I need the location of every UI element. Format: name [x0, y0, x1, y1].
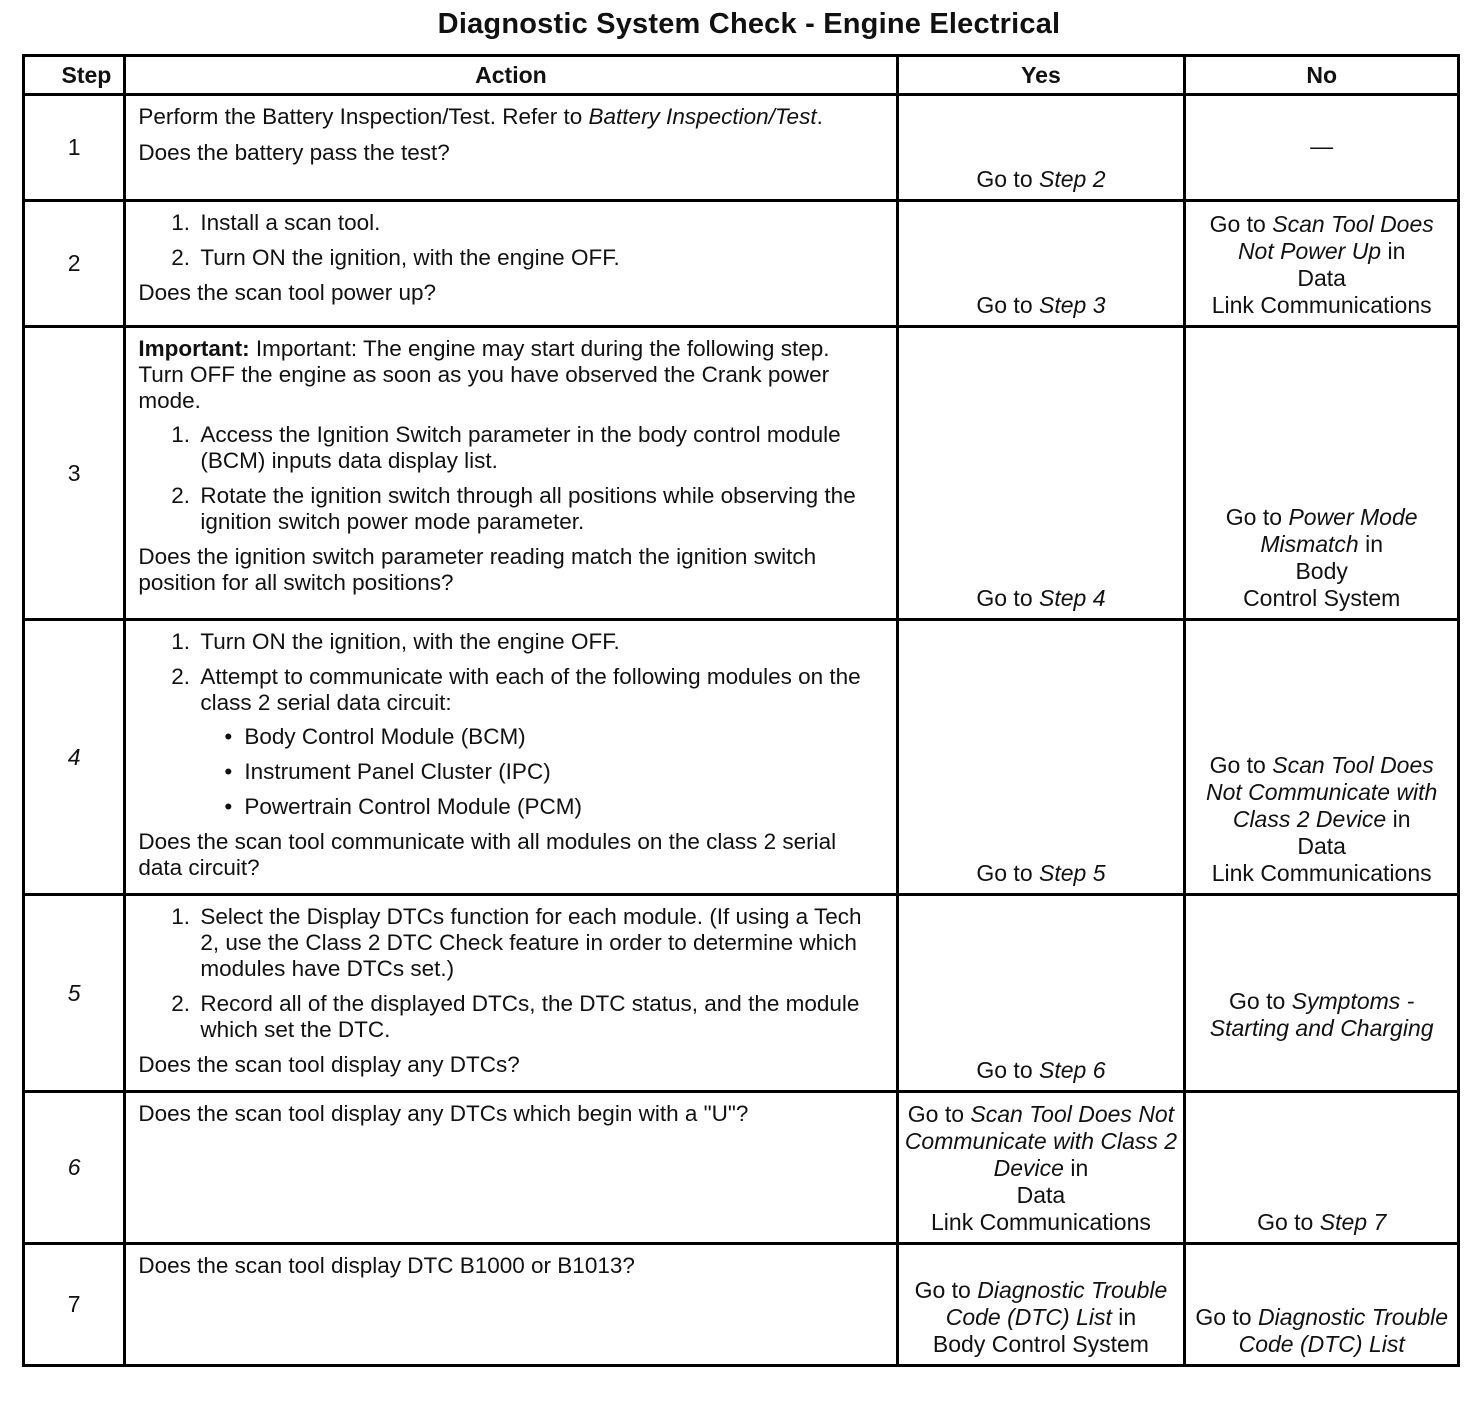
header-step: Step — [24, 56, 125, 95]
question-text: Does the scan tool display DTC B1000 or B1013? — [138, 1253, 635, 1278]
action-cell — [125, 1244, 897, 1366]
list-item: 2. Turn ON the ignition, with the engine OFF. — [196, 245, 877, 271]
list-item: 1. Select the Display DTCs function for each module. (If using a Tech 2, use the Class 2 DTC Check feature in order to determine which modules have DTCs set.) — [196, 904, 877, 982]
table-row — [24, 327, 1459, 620]
yes-cell: Go to Step 4 — [897, 327, 1185, 620]
step-number: 4 — [24, 620, 125, 895]
yes-link[interactable]: Step 4 — [1039, 585, 1106, 611]
no-cell: Go to Scan Tool Does Not Communicate with Class 2 Device in Data Link Communications — [1185, 620, 1459, 895]
step-number: 3 — [24, 327, 125, 620]
table-row — [24, 1244, 1459, 1366]
header-no: No — [1185, 56, 1459, 95]
step-number: 2 — [24, 201, 125, 327]
bullet-item: • Body Control Module (BCM) — [234, 724, 877, 750]
step-number: 6 — [24, 1092, 125, 1244]
yes-cell: Go to Scan Tool Does Not Communicate with Class 2 Device in Data Link Communications — [897, 1092, 1185, 1244]
table-row — [24, 895, 1459, 1092]
table-row — [24, 1092, 1459, 1244]
list-item: 2. Record all of the displayed DTCs, the DTC status, and the module which set the DTC. — [196, 991, 877, 1043]
bullet-item: • Instrument Panel Cluster (IPC) — [234, 759, 877, 785]
list-item: 1. Turn ON the ignition, with the engine OFF. — [196, 629, 877, 655]
yes-cell: Go to Diagnostic Trouble Code (DTC) List in Body Control System — [897, 1244, 1185, 1366]
numbered-list — [138, 210, 877, 271]
yes-cell: Go to Step 6 — [897, 895, 1185, 1092]
yes-link[interactable]: Step 3 — [1039, 292, 1106, 318]
yes-link[interactable]: Diagnostic Trouble Code (DTC) List — [945, 1277, 1168, 1330]
numbered-list — [138, 629, 877, 820]
no-link[interactable]: Diagnostic Trouble Code (DTC) List — [1238, 1304, 1449, 1357]
no-link[interactable]: Scan Tool Does Not Power Up — [1237, 211, 1434, 264]
no-cell: Go to Scan Tool Does Not Power Up in Data Link Communications — [1185, 201, 1459, 327]
list-item: 2. Rotate the ignition switch through all positions while observing the ignition switch power mode parameter. — [196, 483, 877, 535]
question-text: Does the scan tool communicate with all modules on the class 2 serial data circuit? — [138, 829, 837, 880]
table-row — [24, 201, 1459, 327]
step-number: 5 — [24, 895, 125, 1092]
no-link[interactable]: Step 7 — [1319, 1209, 1387, 1235]
action-cell — [125, 95, 897, 201]
table-row — [24, 95, 1459, 201]
yes-link[interactable]: Step 2 — [1039, 166, 1106, 192]
step-number: 7 — [24, 1244, 125, 1366]
no-link[interactable]: Symptoms - Starting and Charging — [1209, 988, 1434, 1041]
bullet-item: • Powertrain Control Module (PCM) — [234, 794, 877, 820]
question-text: Does the scan tool display any DTCs? — [138, 1052, 520, 1077]
list-item: 1. Access the Ignition Switch parameter in the body control module (BCM) inputs data display list. — [196, 422, 877, 474]
table-row — [24, 620, 1459, 895]
step-number: 1 — [24, 95, 125, 201]
header-yes: Yes — [897, 56, 1185, 95]
action-cell — [125, 620, 897, 895]
question-text: Does the scan tool display any DTCs which begin with a "U"? — [138, 1101, 749, 1126]
action-cell — [125, 895, 897, 1092]
numbered-list — [138, 904, 877, 1043]
page-title: Diagnostic System Check - Engine Electrical — [437, 8, 1061, 40]
yes-link[interactable]: Scan Tool Does Not Communicate with Class 2 Device — [904, 1101, 1178, 1181]
question-text: Does the scan tool power up? — [138, 280, 437, 305]
yes-cell: Go to Step 2 — [897, 95, 1185, 201]
header-action: Action — [125, 56, 897, 95]
instruction-text: Perform the Battery Inspection/Test. Refer to Battery Inspection/Test. — [138, 104, 823, 129]
no-cell: Go to Step 7 — [1185, 1092, 1459, 1244]
action-cell — [125, 327, 897, 620]
action-cell — [125, 201, 897, 327]
action-cell — [125, 1092, 897, 1244]
diagnostic-table — [22, 54, 1460, 1367]
list-item: 1. Install a scan tool. — [196, 210, 877, 236]
no-link[interactable]: Power Mode Mismatch — [1260, 504, 1418, 557]
no-cell: Go to Diagnostic Trouble Code (DTC) List — [1185, 1244, 1459, 1366]
bullet-list — [200, 724, 877, 820]
header-row — [24, 56, 1459, 95]
list-item: 2. Attempt to communicate with each of the following modules on the class 2 serial data circuit: • Body Control Module (BCM) • Instrument Panel Cluster (IPC) • Powertrain Control Module (PCM) — [196, 664, 877, 820]
yes-cell: Go to Step 3 — [897, 201, 1185, 327]
yes-link[interactable]: Step 5 — [1039, 860, 1106, 886]
no-cell: — — [1185, 95, 1459, 201]
numbered-list — [138, 422, 877, 535]
important-note: Important: Important: The engine may start during the following step. Turn OFF the engine as soon as you have observed the Crank power mode. — [138, 336, 830, 413]
no-cell: Go to Symptoms - Starting and Charging — [1185, 895, 1459, 1092]
reference-link[interactable]: Battery Inspection/Test — [588, 104, 817, 129]
question-text: Does the battery pass the test? — [138, 140, 450, 165]
yes-link[interactable]: Step 6 — [1039, 1057, 1106, 1083]
yes-cell: Go to Step 5 — [897, 620, 1185, 895]
no-link[interactable]: Scan Tool Does Not Communicate with Class 2 Device — [1205, 752, 1438, 832]
question-text: Does the ignition switch parameter reading match the ignition switch position for all switch positions? — [138, 544, 817, 595]
no-cell: Go to Power Mode Mismatch in Body Control System — [1185, 327, 1459, 620]
